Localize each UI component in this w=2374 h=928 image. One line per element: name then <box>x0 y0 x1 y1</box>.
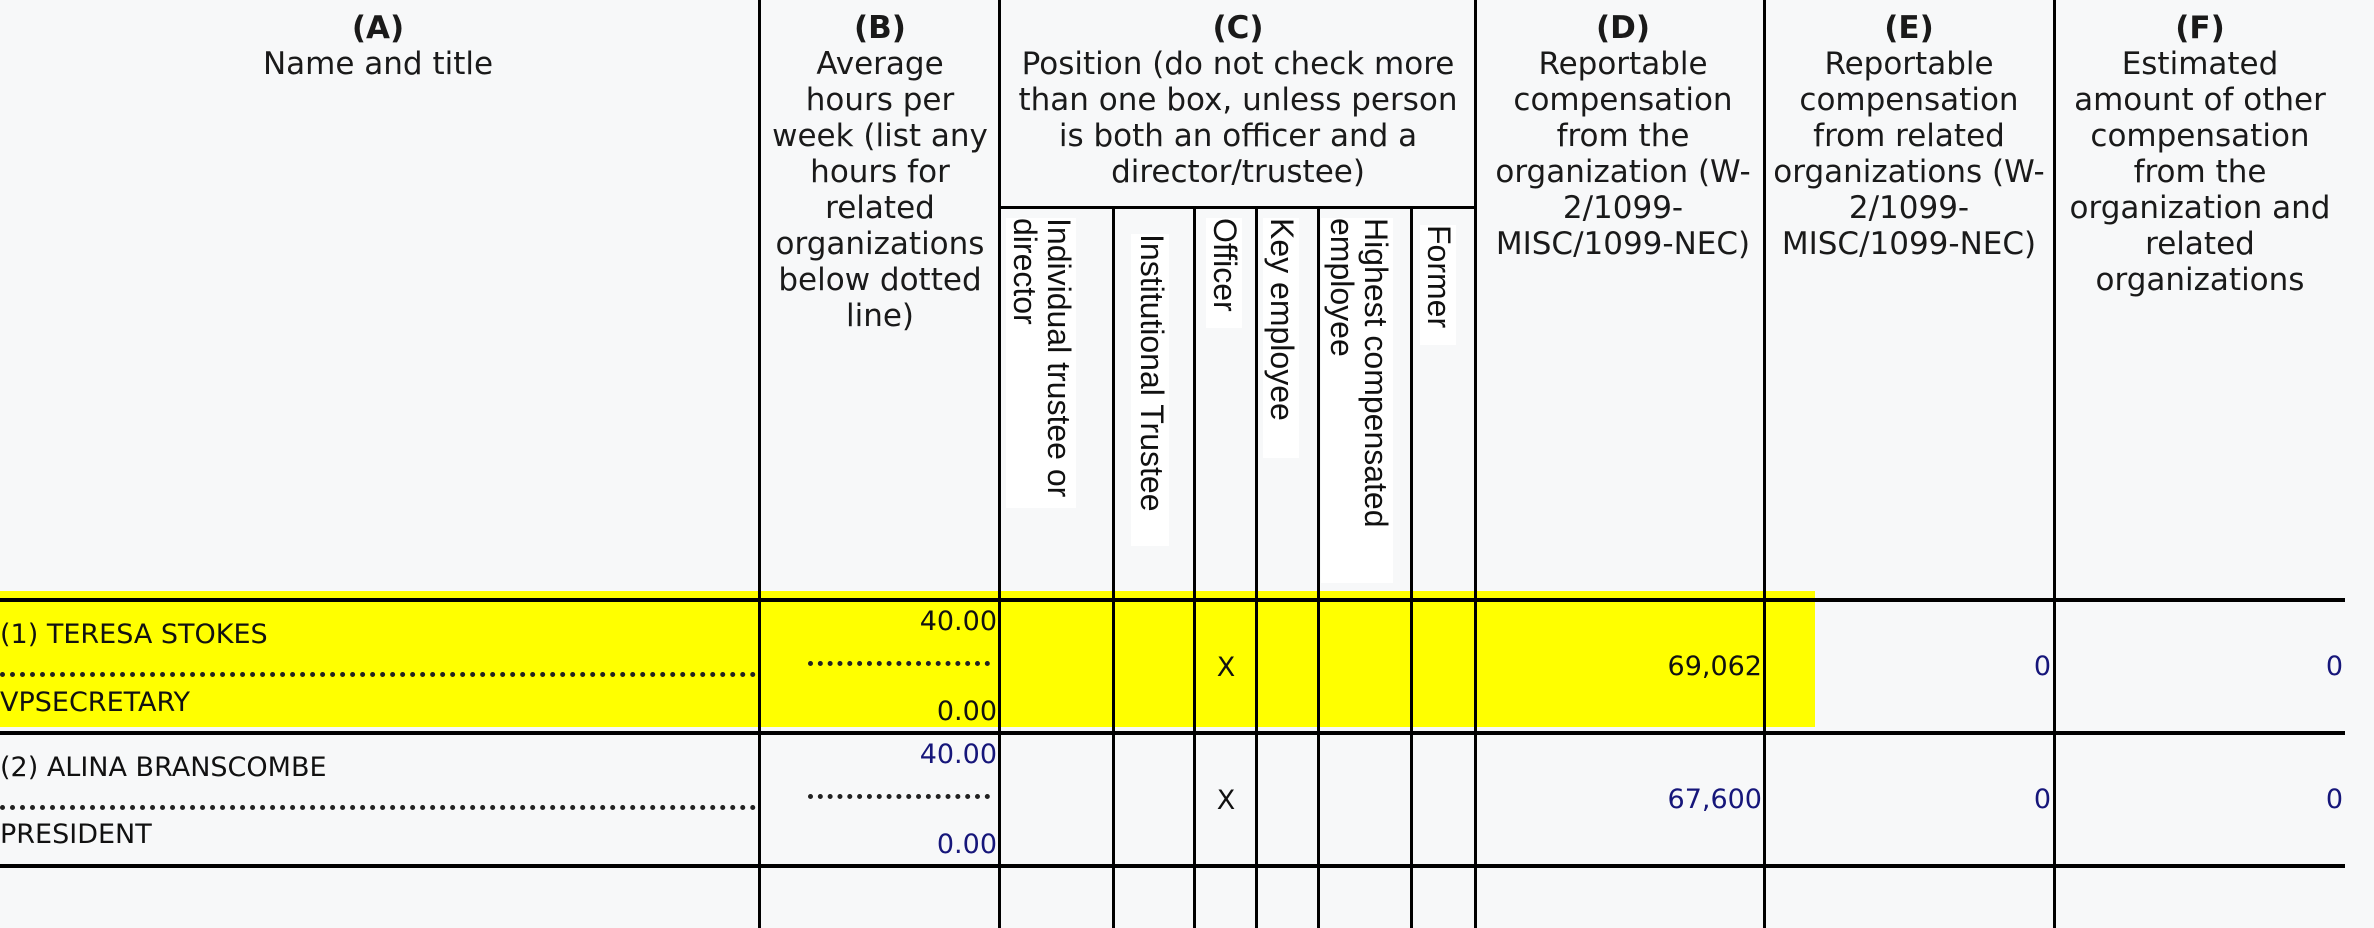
column-f-header <box>2060 10 2340 298</box>
grid-line <box>0 731 2345 735</box>
hours-value: 40.00 <box>919 606 997 637</box>
column-e-header <box>1773 10 2045 262</box>
hours-related-value: 0.00 <box>936 696 997 727</box>
grid-line <box>998 0 1001 928</box>
grid-line <box>1112 207 1115 928</box>
column-d-letter: (D) <box>1595 10 1651 46</box>
grid-line <box>0 598 2345 602</box>
grid-line <box>2053 0 2056 928</box>
comp-org-value: 67,600 <box>1667 784 1762 815</box>
comp-related-value: 0 <box>2033 651 2051 682</box>
grid-line <box>1255 207 1258 928</box>
grid-line <box>1317 207 1320 928</box>
position-key-employee-header: Key employee <box>1263 218 1299 458</box>
grid-line <box>1474 0 1477 928</box>
column-c-title: Position (do not check more than one box, unless person is both an officer and a director/trustee) <box>1018 46 1458 190</box>
column-d-header <box>1483 10 1763 262</box>
column-a-letter: (A) <box>351 10 405 46</box>
dotted-separator <box>808 794 990 799</box>
column-c-letter: (C) <box>1212 10 1264 46</box>
column-b-letter: (B) <box>854 10 906 46</box>
dotted-separator <box>0 805 756 810</box>
column-f-title: Estimated amount of other compensation from the organization and related organizations <box>2069 46 2331 298</box>
officer-check-mark: X <box>1216 652 1236 683</box>
column-c-header <box>1003 10 1473 190</box>
hours-related-value: 0.00 <box>936 829 997 860</box>
column-d-title: Reportable compensation from the organization (W-2/1099-MISC/1099-NEC) <box>1495 46 1751 262</box>
hours-value: 40.00 <box>919 739 997 770</box>
grid-line <box>758 0 761 928</box>
person-name: (1) TERESA STOKES <box>0 619 268 650</box>
grid-line <box>0 864 2345 868</box>
grid-line <box>1193 207 1196 928</box>
grid-line <box>1410 207 1413 928</box>
person-title: PRESIDENT <box>0 819 152 850</box>
position-former-header: Former <box>1420 225 1456 345</box>
dotted-separator <box>808 661 990 666</box>
comp-related-value: 0 <box>2033 784 2051 815</box>
column-e-letter: (E) <box>1884 10 1934 46</box>
grid-line <box>1763 0 1766 928</box>
column-b-title: Average hours per week (list any hours for related organizations below dotted line) <box>772 46 988 334</box>
column-a-header <box>0 10 756 82</box>
person-title: VPSECRETARY <box>0 687 191 718</box>
column-f-letter: (F) <box>2175 10 2225 46</box>
position-officer-header: Officer <box>1206 218 1242 328</box>
other-comp-value: 0 <box>2325 651 2343 682</box>
position-individual-trustee-header: Individual trustee or director <box>1006 218 1076 508</box>
person-name: (2) ALINA BRANSCOMBE <box>0 752 327 783</box>
column-b-header <box>768 10 992 334</box>
position-highest-compensated-header: Highest compensated employee <box>1321 218 1393 583</box>
officer-check-mark: X <box>1216 785 1236 816</box>
comp-org-value: 69,062 <box>1667 651 1762 682</box>
other-comp-value: 0 <box>2325 784 2343 815</box>
column-a-title: Name and title <box>262 46 494 82</box>
position-institutional-trustee-header: Institutional Trustee <box>1131 234 1169 546</box>
column-e-title: Reportable compensation from related organizations (W-2/1099-MISC/1099-NEC) <box>1773 46 2045 262</box>
dotted-separator <box>0 672 756 677</box>
grid-line <box>1000 206 1476 209</box>
